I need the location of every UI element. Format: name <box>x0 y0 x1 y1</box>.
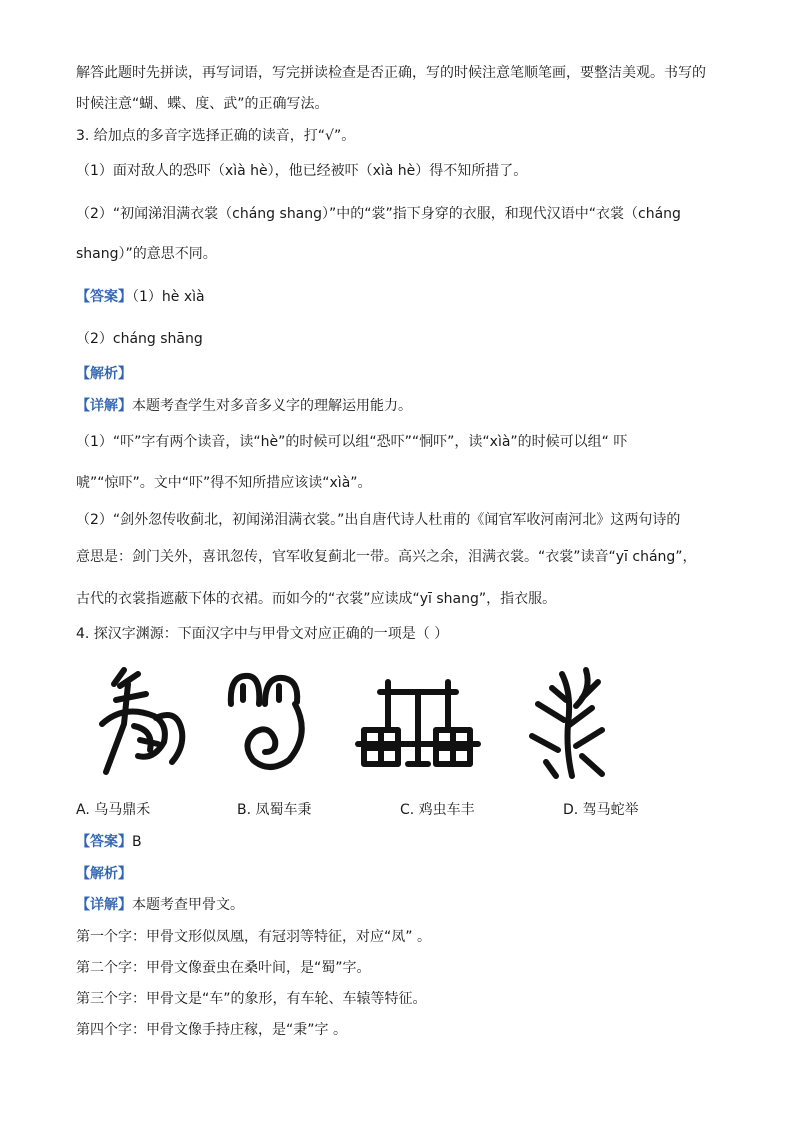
detail-tag: 【详解】 <box>76 398 132 414</box>
text-line: 解答此题时先拼读，再写词语，写完拼读检查是否正确，写的时候注意笔顺笔画，要整洁美观。书写的 <box>76 65 706 81</box>
analysis-tag: 【解析】 <box>76 366 132 382</box>
detail-3-1: （1）“吓”字有两个读音，读“hè”的时候可以组“恐吓”“恫吓”，读“xìà”的时候可以组“ 吓 <box>76 434 628 450</box>
question-3-2: （2）“初闻涕泪满衣裳（cháng shang）”中的“裳”指下身穿的衣服，和现代汉语中“衣裳（cháng <box>76 206 681 222</box>
answer-3-1: （1）hè xìà <box>132 289 205 305</box>
oracle-glyph-shu <box>225 664 315 782</box>
char-4-explanation: 第四个字：甲骨文像手持庄稼，是“秉”字 。 <box>76 1022 347 1038</box>
oracle-glyphs <box>90 664 620 784</box>
answer-tag: 【答案】 <box>76 834 132 850</box>
answer-4-value: B <box>132 834 142 850</box>
detail-3-2-cont2: 古代的衣裳指遮蔽下体的衣裙。而如今的“衣裳”应读成“yī shang”，指衣服。 <box>76 591 557 607</box>
oracle-glyph-feng <box>94 664 194 782</box>
detail-tag: 【详解】 <box>76 897 132 913</box>
answer-3 <box>76 287 205 307</box>
option-c: C. 鸡虫车丰 <box>400 802 475 818</box>
oracle-glyph-bing <box>522 664 612 782</box>
detail-3-1-cont: 唬”“惊吓”。文中“吓”得不知所措应该读“xìà”。 <box>76 475 372 491</box>
option-b: B. 凤蜀车秉 <box>237 802 312 818</box>
char-3-explanation: 第三个字：甲骨文是“车”的象形，有车轮、车辕等特征。 <box>76 991 427 1007</box>
detail-4-text: 本题考查甲骨文。 <box>132 897 244 913</box>
detail-3-2: （2）“剑外忽传收蓟北，初闻涕泪满衣裳。”出自唐代诗人杜甫的《闻官军收河南河北》这两句诗的 <box>76 512 681 528</box>
option-a: A. 乌马鼎禾 <box>76 802 151 818</box>
detail-3-text: 本题考查学生对多音多义字的理解运用能力。 <box>132 398 412 414</box>
analysis-tag: 【解析】 <box>76 866 132 882</box>
text-line: 时候注意“蝴、蝶、度、武”的正确写法。 <box>76 96 329 112</box>
detail-3-2-cont: 意思是：剑门关外，喜讯忽传，官军收复蓟北一带。高兴之余，泪满衣裳。“衣裳”读音“yī cháng”， <box>76 549 697 565</box>
answer-3-2: （2）cháng shāng <box>76 331 203 347</box>
question-3-1: （1）面对敌人的恐吓（xìà hè），他已经被吓（xìà hè）得不知所措了。 <box>76 163 528 179</box>
question-3: 3. 给加点的多音字选择正确的读音，打“√”。 <box>76 128 356 144</box>
question-4: 4. 探汉字渊源：下面汉字中与甲骨文对应正确的一项是（ ） <box>76 626 449 642</box>
oracle-glyph-che <box>352 664 482 782</box>
answer-4 <box>76 832 142 852</box>
char-1-explanation: 第一个字：甲骨文形似凤凰，有冠羽等特征，对应“凤” 。 <box>76 929 431 945</box>
char-2-explanation: 第二个字：甲骨文像蚕虫在桑叶间，是“蜀”字。 <box>76 960 371 976</box>
detail-3 <box>76 396 412 416</box>
answer-tag: 【答案】 <box>76 289 132 305</box>
detail-4 <box>76 895 244 915</box>
question-3-2-cont: shang）”的意思不同。 <box>76 246 217 262</box>
option-d: D. 驾马蛇举 <box>563 802 639 818</box>
